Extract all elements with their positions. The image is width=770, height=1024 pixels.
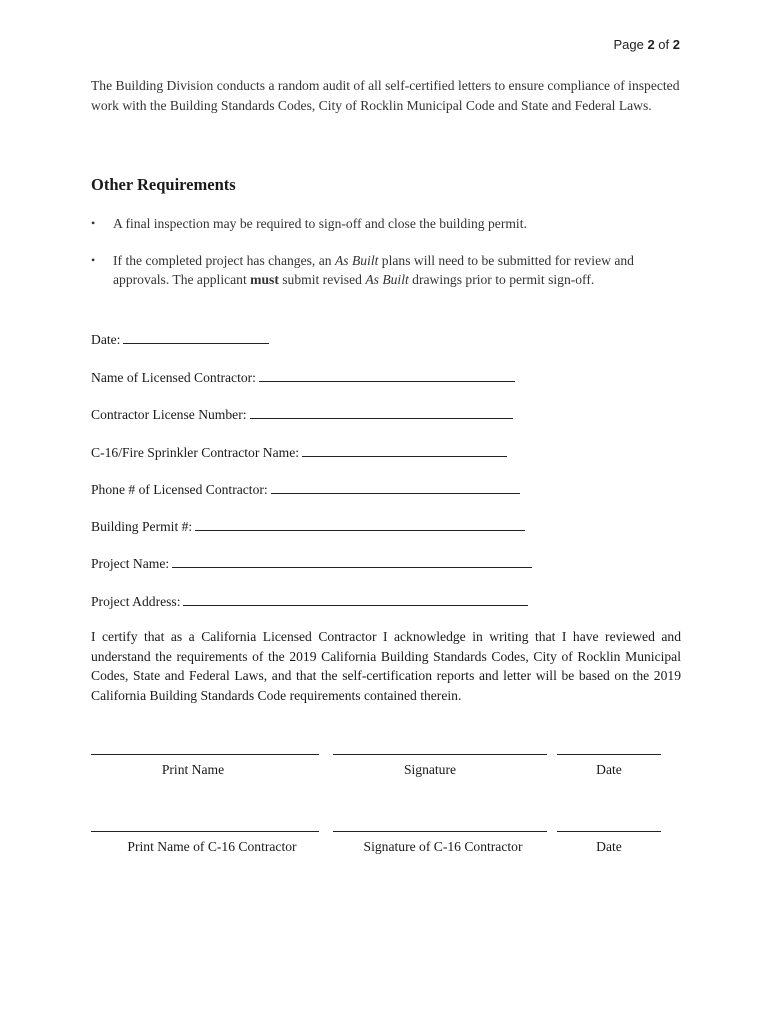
phone-input-line[interactable] [271,480,520,494]
print-name-line[interactable] [91,754,319,755]
phone-label: Phone # of Licensed Contractor: [91,482,268,497]
intro-paragraph: The Building Division conducts a random audit of all self-certified letters to ensure compliance of inspected work with the Building Standards Codes, City of Rocklin Municipal Code and State and Federal Laws. [91,78,680,113]
permit-number-field [91,517,525,535]
as-built-italic: As Built [365,272,409,287]
permit-number-input-line[interactable] [195,517,525,531]
requirements-list [91,214,686,307]
date-field [91,330,269,348]
project-name-field [91,554,532,572]
signature-line[interactable] [333,754,547,755]
certification-paragraph: I certify that as a California Licensed Contractor I acknowledge in writing that I have reviewed and understand the requirements of the 2019 California Building Standards Codes, City of Rocklin Municipal Codes, State and Federal Laws, and that the self-certification reports and letter will be based on the 2019 California Building Standards Code requirements contained therein. [91,629,681,703]
date-label: Date [596,762,622,777]
page-of: of [658,37,670,52]
project-address-field [91,592,528,610]
signature-label: Signature [403,762,457,777]
c16-print-name-line[interactable] [91,831,319,832]
contractor-name-field [91,368,515,386]
license-number-field [91,405,513,423]
page-prefix: Page [613,37,644,52]
phone-field [91,480,520,498]
date-line[interactable] [557,754,661,755]
project-address-input-line[interactable] [183,592,528,606]
list-item [91,214,686,234]
c16-signature-line[interactable] [333,831,547,832]
bullet-icon: • [91,216,96,230]
bullet-text: A final inspection may be required to sign-off and close the building permit. [113,216,527,231]
project-name-input-line[interactable] [172,554,532,568]
license-number-input-line[interactable] [250,405,513,419]
contractor-name-input-line[interactable] [259,368,515,382]
date-label: Date: [91,332,121,347]
c16-date-line[interactable] [557,831,661,832]
project-name-label: Project Name: [91,556,170,571]
section-heading-other-requirements: Other Requirements [91,175,236,194]
c16-name-label: C-16/Fire Sprinkler Contractor Name: [91,445,300,460]
project-address-label: Project Address: [91,594,181,609]
c16-print-name-label: Print Name of C-16 Contractor [127,839,297,854]
c16-name-field [91,443,507,461]
as-built-italic: As Built [334,252,379,268]
c16-name-input-line[interactable] [302,443,507,457]
bullet-icon: • [91,252,96,267]
bullet-text-part: drawings prior to permit sign-off. [408,272,595,287]
date-input-line[interactable] [123,330,269,344]
bullet-text-part: plans will need to be submitted for review and approvals. The applicant [113,252,634,287]
bullet-text-part: submit revised [278,272,366,287]
list-item [91,251,686,290]
c16-signature-label: Signature of C-16 Contractor [363,839,523,854]
page-number [613,37,680,52]
contractor-name-label: Name of Licensed Contractor: [91,370,256,385]
license-number-label: Contractor License Number: [91,407,247,422]
c16-date-label: Date [596,839,622,854]
permit-number-label: Building Permit #: [91,519,193,534]
must-bold: must [250,272,279,287]
page-total: 2 [672,37,680,52]
print-name-label: Print Name [161,762,225,777]
page-current: 2 [647,37,655,52]
bullet-text-part: If the completed project has changes, an [113,252,335,268]
